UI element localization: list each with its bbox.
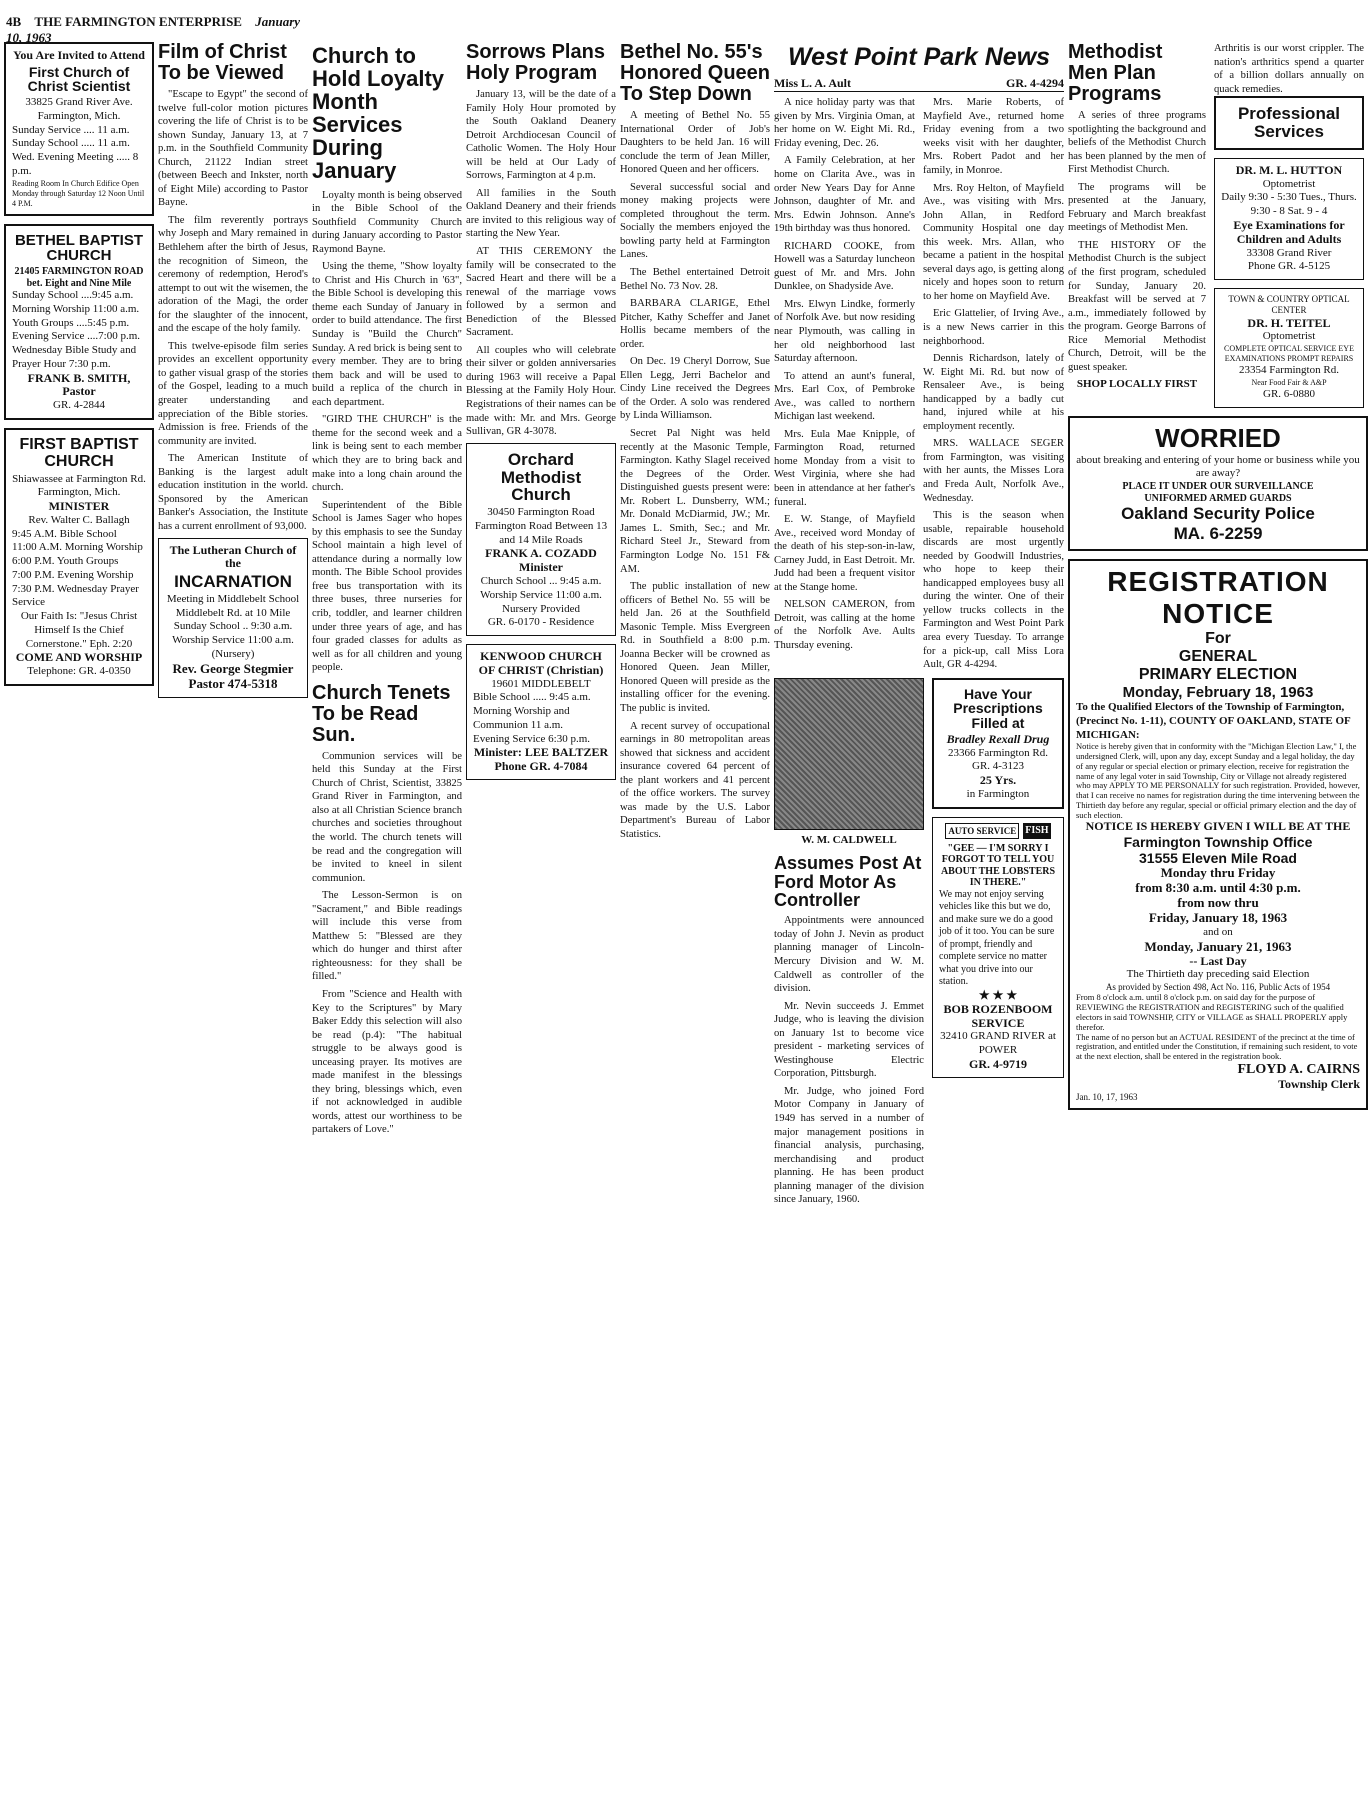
publication-dates: Jan. 10, 17, 1963 xyxy=(1076,1091,1138,1102)
teitel-ad xyxy=(1214,288,1364,408)
pastor: Rev. George Stegmier Pastor 474-5318 xyxy=(172,660,294,691)
clerk-name: FLOYD A. CAIRNS xyxy=(1237,1061,1360,1077)
page-number: 4B xyxy=(6,14,22,29)
address: 21405 FARMINGTON ROAD bet. Eight and Nine Mile xyxy=(14,266,144,289)
days: Monday thru Friday xyxy=(1160,865,1276,881)
paragraph: A series of three programs spotlighting the background and beliefs of the Methodist Church has been planned by the men of First Methodist Church. xyxy=(1068,110,1206,176)
schedule-line: Sunday School ....9:45 a.m. xyxy=(12,289,134,302)
paragraph: The public installation of new officers of Bethel No. 55 will be held Jan. 26 at the Southfield Masonic Temple. Miss Evergreen Rd. in Southfield a 8:00 p.m. Joanna Becker will be crowned as Honored Queen. Jean Miller, Honored Queen will preside as the installing officer for the evening. The public is invited. xyxy=(620,581,770,714)
article-title: Church to Hold Loyalty Month Services During January xyxy=(312,43,445,184)
phone: Telephone: GR. 4-0350 xyxy=(27,665,131,678)
paragraph: The Bethel entertained Detroit Bethel No. 73 Nov. 28. xyxy=(620,267,770,292)
sorrows-article xyxy=(466,42,616,439)
schedule-line: Morning Worship 11:00 a.m. xyxy=(12,302,140,315)
address: 33308 Grand River xyxy=(1246,246,1332,259)
notice-title: REGISTRATION xyxy=(1107,566,1329,598)
phone: Phone GR. 4-5125 xyxy=(1247,260,1331,273)
church-name: First Church of Christ Scientist xyxy=(27,63,131,95)
location: in Farmington xyxy=(966,787,1030,800)
col-8-9 xyxy=(1068,42,1368,1809)
paragraph: E. W. Stange, of Mayfield Ave., received word Monday of the death of his step-son-in-law, Carney Judd, in East Detroit. Mr. Judd had been a frequent visitor at the Stange home. xyxy=(774,514,915,593)
church-name: Orchard Methodist Church xyxy=(500,449,582,505)
address: 32410 GRAND RIVER at POWER xyxy=(940,1030,1056,1057)
minister-label: MINISTER xyxy=(48,499,110,514)
article-title: Film of Christ To be Viewed xyxy=(158,42,287,84)
paragraph: Several successful social and money making projects were completed throughout the term. Socially the members enjoyed the bowling party held at Farmington Lanes. xyxy=(620,181,770,261)
years: 25 Yrs. xyxy=(979,773,1017,788)
paragraph: THE HISTORY OF the Methodist Church is the subject of the first program, scheduled for Sunday, January 20. Breakfast will be served at 7 a.m., immediately followed by the program. George Barrons of Rice Memorial Methodist Church, Detroit, will be the guest speaker. xyxy=(1068,239,1206,373)
byline-phone: GR. 4-4294 xyxy=(1006,76,1064,91)
article-title: Sorrows Plans Holy Program xyxy=(466,42,605,84)
paragraph: A recent survey of occupational earnings in 80 metropolitan areas showed that sickness and accident insurance covered 64 percent of the plant workers and 41 percent of the office workers. The survey was made by the U.S. Labor Department's Bureau of Labor Statistics. xyxy=(620,720,770,840)
address: Shiawassee at Farmington Rd. Farmington, Mich. xyxy=(12,472,146,499)
church-name: INCARNATION xyxy=(174,572,292,592)
meeting-place: Meeting in Middlebelt School Middlebelt Rd. at 10 Mile xyxy=(166,592,300,619)
col-2 xyxy=(158,42,308,1809)
auto-service-sign: AUTO SERVICE xyxy=(945,823,1019,839)
schedule-line: Wednesday Bible Study and Prayer Hour 7:30 p.m. xyxy=(12,344,137,370)
stars: ★ ★ ★ xyxy=(978,987,1018,1002)
church-name: KENWOOD CHURCH OF CHRIST (Christian) xyxy=(478,649,604,677)
invite-line: You Are Invited to Attend xyxy=(13,48,145,62)
article-title: West Point Park News xyxy=(787,43,1051,71)
first-baptist-ad xyxy=(4,428,154,686)
schedule-line: 9:45 A.M. Bible School xyxy=(12,527,117,540)
schedule-line: Youth Groups ....5:45 p.m. xyxy=(12,316,130,329)
caldwell-photo xyxy=(774,678,924,830)
notice-body: Notice is hereby given that in conformity with the "Michigan Election Law," I, the undersigned Clerk, will, upon any day, except Sunday and a legal holiday, the day of any regular or special election or primary election, receive for registration the name of any legal voter in said Township, City or Village not already registered who may APPLY TO ME PERSONALLY for such registration. Provided, however, that I can receive no names for registration during the time intervening between the Thirtieth day before any regular, special or official primary election and the day of such election. xyxy=(1076,741,1360,820)
resident-note: The name of no person but an ACTUAL RESIDENT of the precinct at the time of registration, and entitled under the Constitution, if remaining such resident, to vote at the next election, shall be entered in the registration book. xyxy=(1076,1031,1358,1062)
paragraph: All families in the South Oakland Deanery and their friends are invited to this religious way of starting the New Year. xyxy=(466,187,616,240)
notice-to: To the Qualified Electors of the Township of Farmington, (Precinct No. 1-11), COUNTY OF OAKLAND, STATE OF MICHIGAN: xyxy=(1076,701,1351,741)
paragraph: Appointments were announced today of John J. Nevin as product planning manager of Lincoln-Mercury Division and W. M. Caldwell as controller of the division. xyxy=(774,915,924,995)
address: 23366 Farmington Rd. xyxy=(948,746,1048,759)
tenets-article xyxy=(312,683,462,1137)
schedule-line: Sunday Service .... 11 a.m. xyxy=(12,123,130,136)
notice-hereby: NOTICE IS HEREBY GIVEN I WILL BE AT THE xyxy=(1085,819,1351,834)
church-directory-col-1 xyxy=(4,42,154,1809)
issue-date: January 10, 1963 xyxy=(6,14,301,45)
schedule-line: 6:00 P.M. Youth Groups xyxy=(12,555,119,568)
pastor: FRANK B. SMITH, Pastor xyxy=(27,370,131,399)
schedule-line: Evening Service ....7:00 p.m. xyxy=(12,330,141,343)
minister: Rev. Walter C. Ballagh xyxy=(28,513,130,526)
act: As provided by Section 498, Act No. 116, Public Acts of 1954 xyxy=(1105,982,1331,993)
paragraph: From "Science and Health with Key to the Scriptures" by Mary Baker Eddy this selection will also be read (p.4): "The habitual struggle to be always good is unceasing prayer. Its motives are made manifest in the blessings they bring, blessings which, even if not acknowledged in audible words, attest our worthiness to be partakers of Love." xyxy=(312,989,462,1136)
film-article xyxy=(158,42,308,534)
col-6-7 xyxy=(774,42,1064,1809)
office-address: 31555 Eleven Mile Road xyxy=(1139,850,1297,867)
last-day: -- Last Day xyxy=(1189,953,1247,968)
section-title: Professional Services xyxy=(1237,104,1341,142)
byline: Miss L. A. Ault xyxy=(774,76,852,91)
caldwell-article xyxy=(774,678,924,1211)
schedule-line: Sunday School ..... 11 a.m. xyxy=(12,137,130,150)
church-name-line: The Lutheran Church of the xyxy=(169,542,297,571)
ad-line: PLACE IT UNDER OUR SURVEILLANCE xyxy=(1122,481,1314,493)
schedule-line: 7:00 P.M. Evening Worship xyxy=(12,568,134,581)
doctor-name: DR. H. TEITEL xyxy=(1247,315,1331,330)
article-title: Church Tenets To be Read Sun. xyxy=(312,681,451,746)
paragraph: "GIRD THE CHURCH" is the theme for the second week and a link is being sent to each member which they are to bring back and make into a long chain around the church. xyxy=(312,414,462,494)
ad-headline: WORRIED xyxy=(1155,422,1281,453)
title: Optometrist xyxy=(1262,330,1316,343)
paragraph: The American Institute of Banking is the largest adult education institution in the world. Sponsored by the American Banker's Association, the Institute has a current enrollment of 93,000. xyxy=(158,453,308,532)
faith-statement: Our Faith Is: "Jesus Christ Himself Is the Chief Cornerstone." Eph. 2:20 xyxy=(20,610,138,650)
paragraph: The Lesson-Sermon is on "Sacrament," and Bible readings will include this verse from Matthew 5: "Blessed are they which do hunger and thirst after righteousness: for they shall be filled." xyxy=(312,890,462,983)
election-date: Monday, February 18, 1963 xyxy=(1122,684,1314,702)
schedule-line: Worship Service 11:00 a.m. xyxy=(480,588,602,601)
bethel55-article xyxy=(620,42,770,841)
address: 33825 Grand River Ave. xyxy=(25,96,133,109)
thirtieth: The Thirtieth day preceding said Election xyxy=(1126,968,1310,981)
cartoon-caption: "GEE — I'M SORRY I FORGOT TO TELL YOU ABOUT THE LOBSTERS IN THERE." xyxy=(940,842,1056,889)
paragraph: RICHARD COOKE, from Howell was a Saturday luncheon guest of Mr. and Mrs. John Dunklee, on Shadyside Ave. xyxy=(774,240,915,293)
ad-body: We may not enjoy serving vehicles like this but we do, and make sure we do a good job of it too. You can be sure of prompt, friendly and complete service no matter what you drive into our station. xyxy=(939,888,1055,988)
fish-sign: FISH xyxy=(1023,823,1050,839)
schedule-line: 7:30 P.M. Wednesday Prayer Service xyxy=(12,582,139,609)
article-title: Assumes Post At Ford Motor As Controller xyxy=(774,852,922,911)
rozenboom-ad xyxy=(932,817,1064,1078)
paragraph: January 13, will be the date of a Family Holy Hour promoted by the South Oakland Deanery Detroit Archdiocesan Council of Catholic Women. The Holy Hour will be held at Our Lady of Sorrows, Farmington at 4 p.m. xyxy=(466,89,616,182)
bethel-baptist-ad xyxy=(4,224,154,420)
paragraph: This is the season when usable, repairable household discards are most urgently needed by Goodwill Industries, who hope to keep their handicapped employees busy all during the winter. One of their yellow trucks collects in the Farmington and West Point Park area every Tuesday. To arrange for a pick-up, call Miss Lora Ault, GR 4-4294. xyxy=(923,510,1064,671)
bradley-rexall-ad xyxy=(932,678,1064,809)
church-name: FIRST BAPTIST CHURCH xyxy=(19,436,139,470)
hours: Daily 9:30 - 5:30 Tues., Thurs. 9:30 - 8 Sat. 9 - 4 xyxy=(1221,191,1357,218)
paragraph: BARBARA CLARIGE, Ethel Pitcher, Kathy Scheffer and Janet Hollis became members of the order. xyxy=(620,298,770,350)
schedule-line: 11:00 A.M. Morning Worship xyxy=(12,541,143,554)
article-title: Bethel No. 55's Honored Queen To Step Down xyxy=(620,42,770,105)
paragraph: On Dec. 19 Cheryl Dorrow, Sue Ellen Legg, Jerri Bachelor and Cindy Line received the Degrees of the Order. A solo was rendered by Linda Williamson. xyxy=(620,356,770,422)
phone: GR. 6-0880 xyxy=(1263,387,1315,400)
paragraph: Using the theme, "Show loyalty to Christ and His Church in '63", the Bible School is developing this theme each Sunday of January in order to build attendance. The first Sunday is "Build the Church" Sunday. A red brick is being sent to every member. They are to bring them back and will be used to build a replica of the church in each department. xyxy=(312,261,462,408)
for-line: For xyxy=(1205,630,1231,648)
phone: MA. 6-2259 xyxy=(1173,524,1263,544)
wpp-article xyxy=(774,44,1064,672)
paragraph: Loyalty month is being observed in the Bible School of the Southfield Community Church during January according to Pastor Raymond Bayne. xyxy=(312,189,462,255)
paragraph: This twelve-episode film series provides an excellent opportunity to gather visual grasp of the stories of the Gospel, leading to a much greater understanding and appreciation of the Bible stories. Admission is free. Friends of the community are invited. xyxy=(158,340,308,447)
paragraph: MRS. WALLACE SEGER from Farmington, was visiting with her aunts, the Misses Lora and Freda Ault, Norfolk Ave., Wednesday. xyxy=(923,438,1064,504)
paragraph: Superintendent of the Bible School is James Sager who hopes by this emphasis to see the Sunday School maintain a high level of attendance during a normally low month. The Bible School provides free bus transportation with its three buses, three nurseries for crib, toddler, and learner children under three years of age, and has four graded classes for adults as well as for all children and young people. xyxy=(312,499,462,674)
schedule-line: Bible School ..... 9:45 a.m. xyxy=(473,691,591,704)
clerk-title: Township Clerk xyxy=(1278,1076,1360,1091)
col-3 xyxy=(312,42,462,1809)
minister: FRANK A. COZADD Minister xyxy=(485,546,597,575)
paragraph: The film reverently portrays why Joseph and Mary remained in Bethlehem after the birth of Jesus, the recognition of Simeon, the ceremony of redemption, Herod's attempt to out wit the wisemen, the adoration of the Magi, the order for the slaughter of the innocent, and the escape of the holy family. xyxy=(158,214,308,335)
schedule-line: (Nursery) xyxy=(211,647,255,660)
registration-notice xyxy=(1068,559,1368,1110)
worried-ad xyxy=(1068,416,1368,552)
paragraph: A meeting of Bethel No. 55 International Order of Job's Daughters to be held Jan. 16 will conclude the term of Jean Miller, Honored Queen and her officers. xyxy=(620,110,770,176)
schedule-line: Church School ... 9:45 a.m. xyxy=(480,575,602,588)
paper-name: THE FARMINGTON ENTERPRISE xyxy=(34,14,242,29)
come-worship: COME AND WORSHIP xyxy=(15,650,143,665)
paragraph: Mrs. Marie Roberts, of Mayfield Ave., returned home Friday evening from a two weeks visit with her daughter, Mrs. Robert Padot and her family, in Monroe. xyxy=(923,97,1064,176)
paragraph: A Family Celebration, at her home on Clarita Ave., was in order New Years Day for Anne Johnson, daughter of Mr. and Mrs. Edwin Johnson. Anne's 19th birthday was thus honored. xyxy=(774,155,915,235)
near: Near Food Fair & A&P xyxy=(1251,377,1327,387)
minister: Minister: LEE BALTZER Phone GR. 4-7084 xyxy=(473,745,609,774)
schedule-line: Evening Service 6:30 p.m. xyxy=(473,732,591,745)
paragraph: Mr. Judge, who joined Ford Motor Company in January of 1949 has served in a number of major management positions in financial analysis, purchasing, merchandising and product planning. He has been product planning manager of the division since January, 1960. xyxy=(774,1085,924,1206)
photo-caption: W. M. CALDWELL xyxy=(801,833,897,846)
orchard-methodist-ad xyxy=(466,443,616,636)
address: 30450 Farmington Road Farmington Road Between 13 and 14 Mile Roads xyxy=(474,506,608,546)
loyalty-article xyxy=(312,44,462,675)
ad-line: about breaking and entering of your home or business while you are away? xyxy=(1076,453,1360,480)
company-name: Oakland Security Police xyxy=(1121,504,1315,524)
services: COMPLETE OPTICAL SERVICE EYE EXAMINATIONS PROMPT REPAIRS xyxy=(1224,344,1354,364)
kenwood-ad xyxy=(466,644,616,780)
paragraph: "Escape to Egypt" the second of twelve full-color motion pictures covering the life of Christ is to be shown Sunday, January 13, at 7 p.m. in the Southfield Community Church, 21122 Indian street (between Beech and Inkster, north of Eight Mile) according to Pastor Bayne. xyxy=(158,89,308,209)
paragraph: Mrs. Elwyn Lindke, formerly of Norfolk Ave. but now residing near Plymouth, was calling in her old neighborhood last Saturday afternoon. xyxy=(774,298,915,365)
hutton-ad xyxy=(1214,158,1364,280)
paragraph: Communion services will be held this Sunday at the First Church of Christ, Scientist, 33825 Grand River in Farmington, and also at all Christian Science branch churches and societies throughout the world. The church tenets will be read and the congregation will be invited to kneel in silent communion. xyxy=(312,750,462,884)
incarnation-ad xyxy=(158,538,308,698)
shop-locally: SHOP LOCALLY FIRST xyxy=(1076,378,1198,391)
address: 19601 MIDDLEBELT xyxy=(491,677,591,690)
phone: GR. 6-0170 - Residence xyxy=(487,616,595,629)
paragraph: The programs will be presented at the January, February and March breakfast meetings of Methodist Men. xyxy=(1068,181,1206,234)
phone: GR. 4-2844 xyxy=(53,399,105,412)
friday-date: Friday, January 18, 1963 xyxy=(1148,910,1288,926)
reading-room: Reading Room In Church Edifice Open Monday through Saturday 12 Noon Until 4 P.M. xyxy=(12,178,145,208)
hours: from 8:30 a.m. until 4:30 p.m. xyxy=(1135,880,1301,896)
paragraph: Mrs. Eula Mae Knipple, of Farmington Road, returned home Monday from a visit to West Virginia, where she had been in attendance at her father's funeral. xyxy=(774,428,915,508)
professional-header xyxy=(1214,96,1364,150)
arthritis-filler: Arthritis is our worst crippler. The nation's arthritics spend a quarter of a billion dollars annually on quack remedies. xyxy=(1214,43,1364,95)
and-on: and on xyxy=(1203,925,1233,938)
monday-date: Monday, January 21, 1963 xyxy=(1144,938,1292,954)
paragraph: Dennis Richardson, lately of W. Eight Mi. Rd. but now of Rensaleer Ave., is being handicapped by a badly cut hand, injured while at his employment recently. xyxy=(923,353,1064,432)
business-name: BOB ROZENBOOM SERVICE xyxy=(943,1001,1053,1030)
methodist-men-article xyxy=(1068,42,1206,416)
paragraph: A nice holiday party was that given by Mrs. Virginia Oman, at her home on W. Eight Mi. Rd., Friday evening, Dec. 26. xyxy=(774,97,915,149)
paragraph: All couples who will celebrate their silver or golden anniversaries during 1963 will receive a Papal Blessing at the Family Holy Hour. Registrations of their names can be made with: Mr. and Mrs. George Sullivan, GR 4-3078. xyxy=(466,344,616,438)
center-name: TOWN & COUNTRY OPTICAL CENTER xyxy=(1228,294,1350,316)
paragraph: Mr. Nevin succeeds J. Emmet Judge, who is leaving the division on January 1st to become vice president - marketing services of Westinghouse Electric Corporation, Pittsburgh. xyxy=(774,1000,924,1080)
city: Farmington, Mich. xyxy=(37,109,121,122)
paragraph: AT THIS CEREMONY the family will be consecrated to the Sacred Heart and there will be a renewal of the marriage vows followed by a sermon and Benediction of the Blessed Sacrament. xyxy=(466,246,616,339)
ad-headline: Have Your Prescriptions Filled at xyxy=(953,685,1043,732)
notice-title: NOTICE xyxy=(1162,598,1274,630)
first-church-ad xyxy=(4,42,154,216)
doctor-name: DR. M. L. HUTTON xyxy=(1235,162,1343,177)
paragraph: Mrs. Roy Helton, of Mayfield Ave., was visiting with Mrs. John Allan, in Redford Community Hospital one day this week. Mrs. Allan, who became a patient in the hospital several days ago, is getting along nicely and hopes soon to return to her home on Mayfield Ave. xyxy=(923,182,1064,302)
paragraph: Eric Glattelier, of Irving Ave., is a new News carrier in this neighborhood. xyxy=(923,308,1064,347)
general-line: GENERAL xyxy=(1178,648,1258,666)
schedule-line: Wed. Evening Meeting ..... 8 p.m. xyxy=(12,151,139,177)
schedule-line: Worship Service 11:00 a.m. xyxy=(172,634,294,647)
ad-line: UNIFORMED ARMED GUARDS xyxy=(1144,492,1292,504)
phone: GR. 4-3123 xyxy=(972,760,1024,773)
church-name: BETHEL BAPTIST CHURCH xyxy=(14,231,144,265)
eye-exams: Eye Examinations for Children and Adults xyxy=(1233,217,1345,246)
article-title: Methodist Men Plan Programs xyxy=(1068,42,1163,105)
title: Optometrist xyxy=(1262,177,1316,190)
col-5 xyxy=(620,42,770,1809)
col-4 xyxy=(466,42,616,1809)
paragraph: Secret Pal Night was held recently at the Masonic Temple, Farmington. Kathy Slagel received the Degrees of the Order. Distinguished guests present were: Mr. Robert L. Dunsberry, WM.; Mr. Donald McDiarmid, JW.; Mr. James L. Smith, Sec.; and Mr. Richard Steel Jr., Steward from Farmington Lodge No. 151 F& AM. xyxy=(620,428,770,575)
schedule-line: Morning Worship and Communion 11 a.m. xyxy=(473,705,570,731)
paragraph: NELSON CAMERON, from Detroit, was calling at the home of the Norfolk Ave. Aults Thursday evening. xyxy=(774,599,915,652)
masthead xyxy=(6,14,306,45)
store-name: Bradley Rexall Drug xyxy=(946,731,1050,746)
office-name: Farmington Township Office xyxy=(1123,834,1313,851)
address: 23354 Farmington Rd. xyxy=(1239,364,1339,377)
thru: from now thru xyxy=(1177,895,1259,911)
schedule-line: Nursery Provided xyxy=(502,602,580,615)
phone: GR. 4-9719 xyxy=(969,1056,1027,1071)
review-body: From 8 o'clock a.m. until 8 o'clock p.m. on said day for the purpose of REVIEWING the REGISTRATION and REGISTERING such of the qualified electors in said TOWNSHIP, CITY or VILLAGE as SHALL PROPERLY apply therefor. xyxy=(1076,992,1348,1032)
paragraph: To attend an aunt's funeral, Mrs. Earl Cox, of Pembroke Ave., was called to northern Michigan last weekend. xyxy=(774,370,915,423)
primary-line: PRIMARY ELECTION xyxy=(1138,666,1298,684)
schedule-line: Sunday School .. 9:30 a.m. xyxy=(173,620,293,633)
